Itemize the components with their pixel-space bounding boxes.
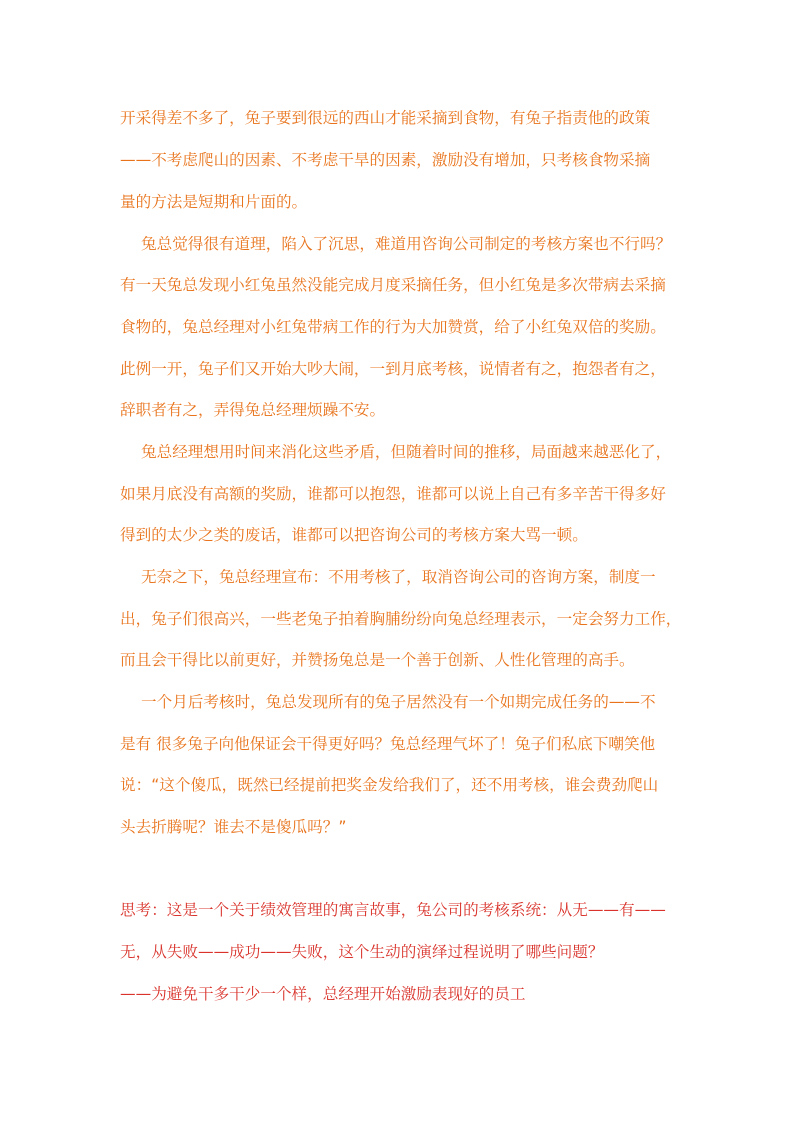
paragraph-line: 得到的太少之类的废话，谁都可以把咨询公司的考核方案大骂一顿。 xyxy=(120,526,588,544)
thinking-line: ——为避免干多干少一个样，总经理开始激励表现好的员工 xyxy=(120,985,526,1003)
paragraph-line: 说：“这个傻瓜，既然已经提前把奖金发给我们了，还不用考核，谁会费劲爬山 xyxy=(120,776,659,794)
thinking-line: 思考：这是一个关于绩效管理的寓言故事，兔公司的考核系统：从无——有—— xyxy=(120,901,666,919)
paragraph-line: 是有 很多兔子向他保证会干得更好吗？兔总经理气坏了！兔子们私底下嘲笑他 xyxy=(120,735,656,753)
paragraph-line: ——不考虑爬山的因素、不考虑干旱的因素，激励没有增加，只考核食物采摘 xyxy=(120,151,651,169)
paragraph-line: 出，兔子们很高兴，一些老兔子拍着胸脯纷纷向兔总经理表示，一定会努力工作， xyxy=(120,610,682,628)
paragraph-line: 量的方法是短期和片面的。 xyxy=(120,193,308,211)
paragraph-line: 此例一开，兔子们又开始大吵大闹，一到月底考核，说情者有之，抱怨者有之， xyxy=(120,360,666,378)
paragraph-line: 而且会干得比以前更好，并赞扬兔总是一个善于创新、人性化管理的高手。 xyxy=(120,651,635,669)
paragraph-line: 如果月底没有高额的奖励，谁都可以抱怨，谁都可以说上自己有多辛苦干得多好 xyxy=(120,485,666,503)
paragraph-line: 兔总经理想用时间来消化这些矛盾，但随着时间的推移，局面越来越恶化了， xyxy=(141,443,672,461)
paragraph-line: 辞职者有之，弄得兔总经理烦躁不安。 xyxy=(120,401,386,419)
paragraph-line: 开采得差不多了，兔子要到很远的西山才能采摘到食物，有兔子指责他的政策 xyxy=(120,109,651,127)
thinking-line: 无，从失败——成功——失败，这个生动的演绎过程说明了哪些问题？ xyxy=(120,943,604,961)
paragraph-line: 无奈之下，兔总经理宣布：不用考核了，取消咨询公司的咨询方案，制度一 xyxy=(141,568,656,586)
paragraph-line: 食物的，兔总经理对小红兔带病工作的行为大加赞赏，给了小红兔双倍的奖励。 xyxy=(120,318,666,336)
paragraph-line: 头去折腾呢？谁去不是傻瓜吗？” xyxy=(120,818,347,836)
paragraph-line: 有一天兔总发现小红兔虽然没能完成月度采摘任务，但小红兔是多次带病去采摘 xyxy=(120,276,666,294)
paragraph-line: 一个月后考核时，兔总发现所有的兔子居然没有一个如期完成任务的——不 xyxy=(141,693,656,711)
paragraph-line: 兔总觉得很有道理，陷入了沉思，难道用咨询公司制定的考核方案也不行吗？ xyxy=(141,235,672,253)
